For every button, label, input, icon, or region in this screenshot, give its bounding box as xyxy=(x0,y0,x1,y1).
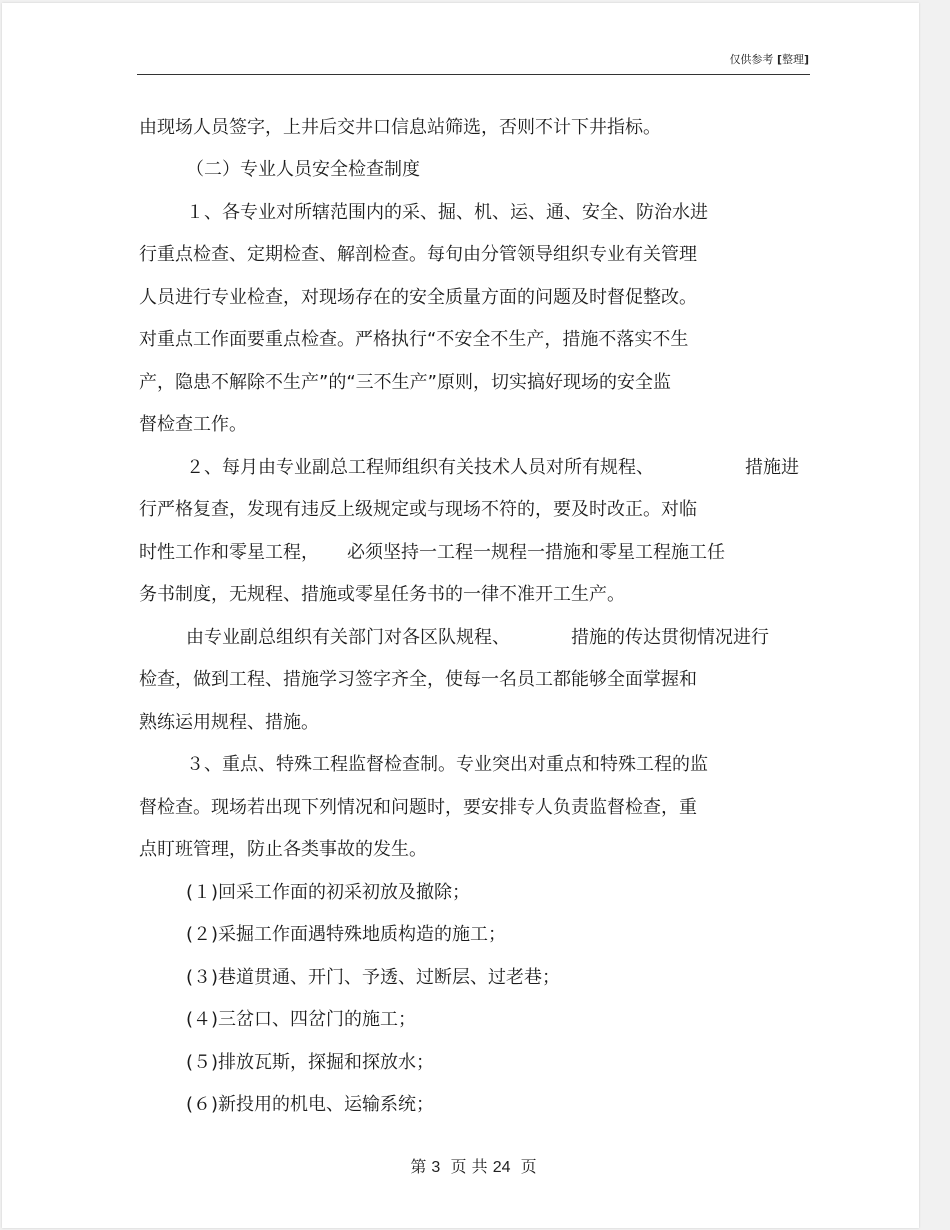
body-line: 对重点工作面要重点检查。严格执行“不安全不生产，措施不落实不生 xyxy=(139,329,689,350)
footer-prefix: 第 xyxy=(410,1157,427,1176)
body-line: 点盯班管理，防止各类事故的发生。 xyxy=(139,839,427,860)
list-item: (２)采掘工作面遇特殊地质构造的施工； xyxy=(186,924,507,945)
body-line: 检查，做到工程、措施学习签字齐全，使每一名员工都能够全面掌握和 xyxy=(139,669,697,690)
section-heading: （二）专业人员安全检查制度 xyxy=(186,159,420,180)
list-item: (３)巷道贯通、开门、予透、过断层、过老巷； xyxy=(186,967,561,988)
body-line: ３、重点、特殊工程监督检查制。专业突出对重点和特殊工程的监 xyxy=(186,754,708,775)
header-bracket-open: [ xyxy=(776,53,782,66)
body-line: 由现场人员签字，上井后交井口信息站筛选，否则不计下井指标。 xyxy=(139,117,661,138)
list-item: (５)排放瓦斯，探掘和探放水； xyxy=(186,1052,435,1073)
body-line: 由专业副总组织有关部门对各区队规程、 xyxy=(186,627,510,648)
header-text: 仅供参考 xyxy=(729,53,774,66)
body-line: １、各专业对所辖范围内的采、掘、机、运、通、安全、防治水进 xyxy=(186,202,708,223)
body-line: ２、每月由专业副总工程师组织有关技术人员对所有规程、 xyxy=(186,457,654,478)
header-bracket-close: ] xyxy=(803,53,809,66)
footer-suffix: 页 xyxy=(520,1157,537,1176)
header-rule xyxy=(137,74,810,75)
list-item: (６)新投用的机电、运输系统； xyxy=(186,1094,435,1115)
body-line: 人员进行专业检查，对现场存在的安全质量方面的问题及时督促整改。 xyxy=(139,287,697,308)
body-line: 行严格复查，发现有违反上级规定或与现场不符的，要及时改正。对临 xyxy=(139,499,697,520)
body-line: 产，隐患不解除不生产”的“三不生产”原则，切实搞好现场的安全监 xyxy=(139,372,671,393)
body-line: 时性工作和零星工程， xyxy=(139,542,319,563)
body-line: 务书制度，无规程、措施或零星任务书的一律不准开工生产。 xyxy=(139,584,625,605)
list-item: (４)三岔口、四岔门的施工； xyxy=(186,1009,417,1030)
list-item: (１)回采工作面的初采初放及撤除； xyxy=(186,882,471,903)
body-line: 措施的传达贯彻情况进行 xyxy=(571,627,769,648)
page-header xyxy=(137,52,809,68)
document-page xyxy=(2,3,919,1228)
body-line: 督检查。现场若出现下列情况和问题时，要安排专人负责监督检查，重 xyxy=(139,797,697,818)
body-line: 措施进 xyxy=(745,457,799,478)
body-line: 行重点检查、定期检查、解剖检查。每旬由分管领导组织专业有关管理 xyxy=(139,244,697,265)
page-footer xyxy=(0,1154,947,1177)
footer-middle: 页 共 xyxy=(450,1157,488,1176)
body-line: 熟练运用规程、措施。 xyxy=(139,712,319,733)
body-line: 必须坚持一工程一规程一措施和零星工程施工任 xyxy=(347,542,725,563)
footer-page-number: 3 xyxy=(431,1159,441,1176)
footer-total-pages: 24 xyxy=(492,1159,511,1176)
header-bracket-label: 整理 xyxy=(781,53,804,66)
body-line: 督检查工作。 xyxy=(139,414,247,435)
